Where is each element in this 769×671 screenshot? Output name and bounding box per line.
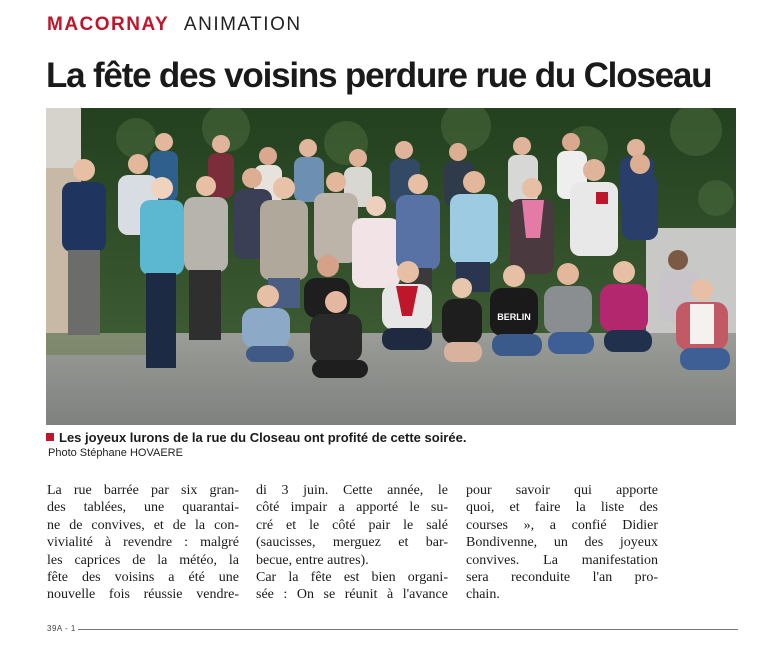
- article-line: courses », a confié Didier: [466, 517, 658, 533]
- section-rubric: ANIMATION: [183, 14, 302, 35]
- article-line: les caprices de la météo, la: [47, 552, 239, 568]
- photo-credit: Photo Stéphane HOVAERE: [48, 447, 183, 459]
- article-line: chain.: [466, 587, 500, 603]
- berlin-shirt-text: BERLIN: [497, 312, 531, 322]
- article-line: cré et le côté pair le salé: [256, 517, 448, 533]
- section-town: MACORNAY: [47, 14, 170, 35]
- article-line: sée : On se réunit à l'avance: [256, 587, 448, 603]
- article-line: di 3 juin. Cette année, le: [256, 483, 448, 498]
- page-reference: 39A - 1: [47, 624, 76, 633]
- footer-rule: [78, 629, 738, 630]
- article-line: quoi, et faire la liste des: [466, 500, 658, 516]
- article-column-3: [466, 482, 658, 604]
- article-column-1: [47, 482, 239, 604]
- article-line: Car la fête est bien organi-: [256, 570, 448, 586]
- article-line: becue, entre autres).: [256, 552, 369, 568]
- group-photo: [46, 108, 736, 425]
- article-line: sera reconduite l'an pro-: [466, 570, 658, 586]
- section-kicker: [47, 14, 302, 36]
- article-line: ne de convives, et de la con-: [47, 517, 239, 533]
- article-line: des tablées, une quarantai-: [47, 500, 239, 516]
- article-line: Bondivenne, un des joyeux: [466, 535, 658, 551]
- article-line: La rue barrée par six gran-: [47, 483, 239, 498]
- caption-bullet-icon: [46, 433, 54, 441]
- photo-caption: [46, 430, 736, 459]
- article-column-2: [256, 482, 448, 604]
- article-line: fête des voisins a été une: [47, 570, 239, 586]
- article-line: nouvelle fois réussie vendre-: [47, 587, 239, 603]
- caption-text: Les joyeux lurons de la rue du Closeau ont profité de cette soirée.: [59, 430, 467, 445]
- headline: La fête des voisins perdure rue du Closeau: [46, 56, 712, 95]
- article-line: côté impair a apporté le su-: [256, 500, 448, 516]
- article-line: pour savoir qui apporte: [466, 483, 658, 498]
- group-photo-illustration: [46, 108, 736, 425]
- article-line: (saucisses, merguez et bar-: [256, 535, 448, 551]
- article-line: convives. La manifestation: [466, 552, 658, 568]
- article-line: vivialité à revendre : malgré: [47, 535, 239, 551]
